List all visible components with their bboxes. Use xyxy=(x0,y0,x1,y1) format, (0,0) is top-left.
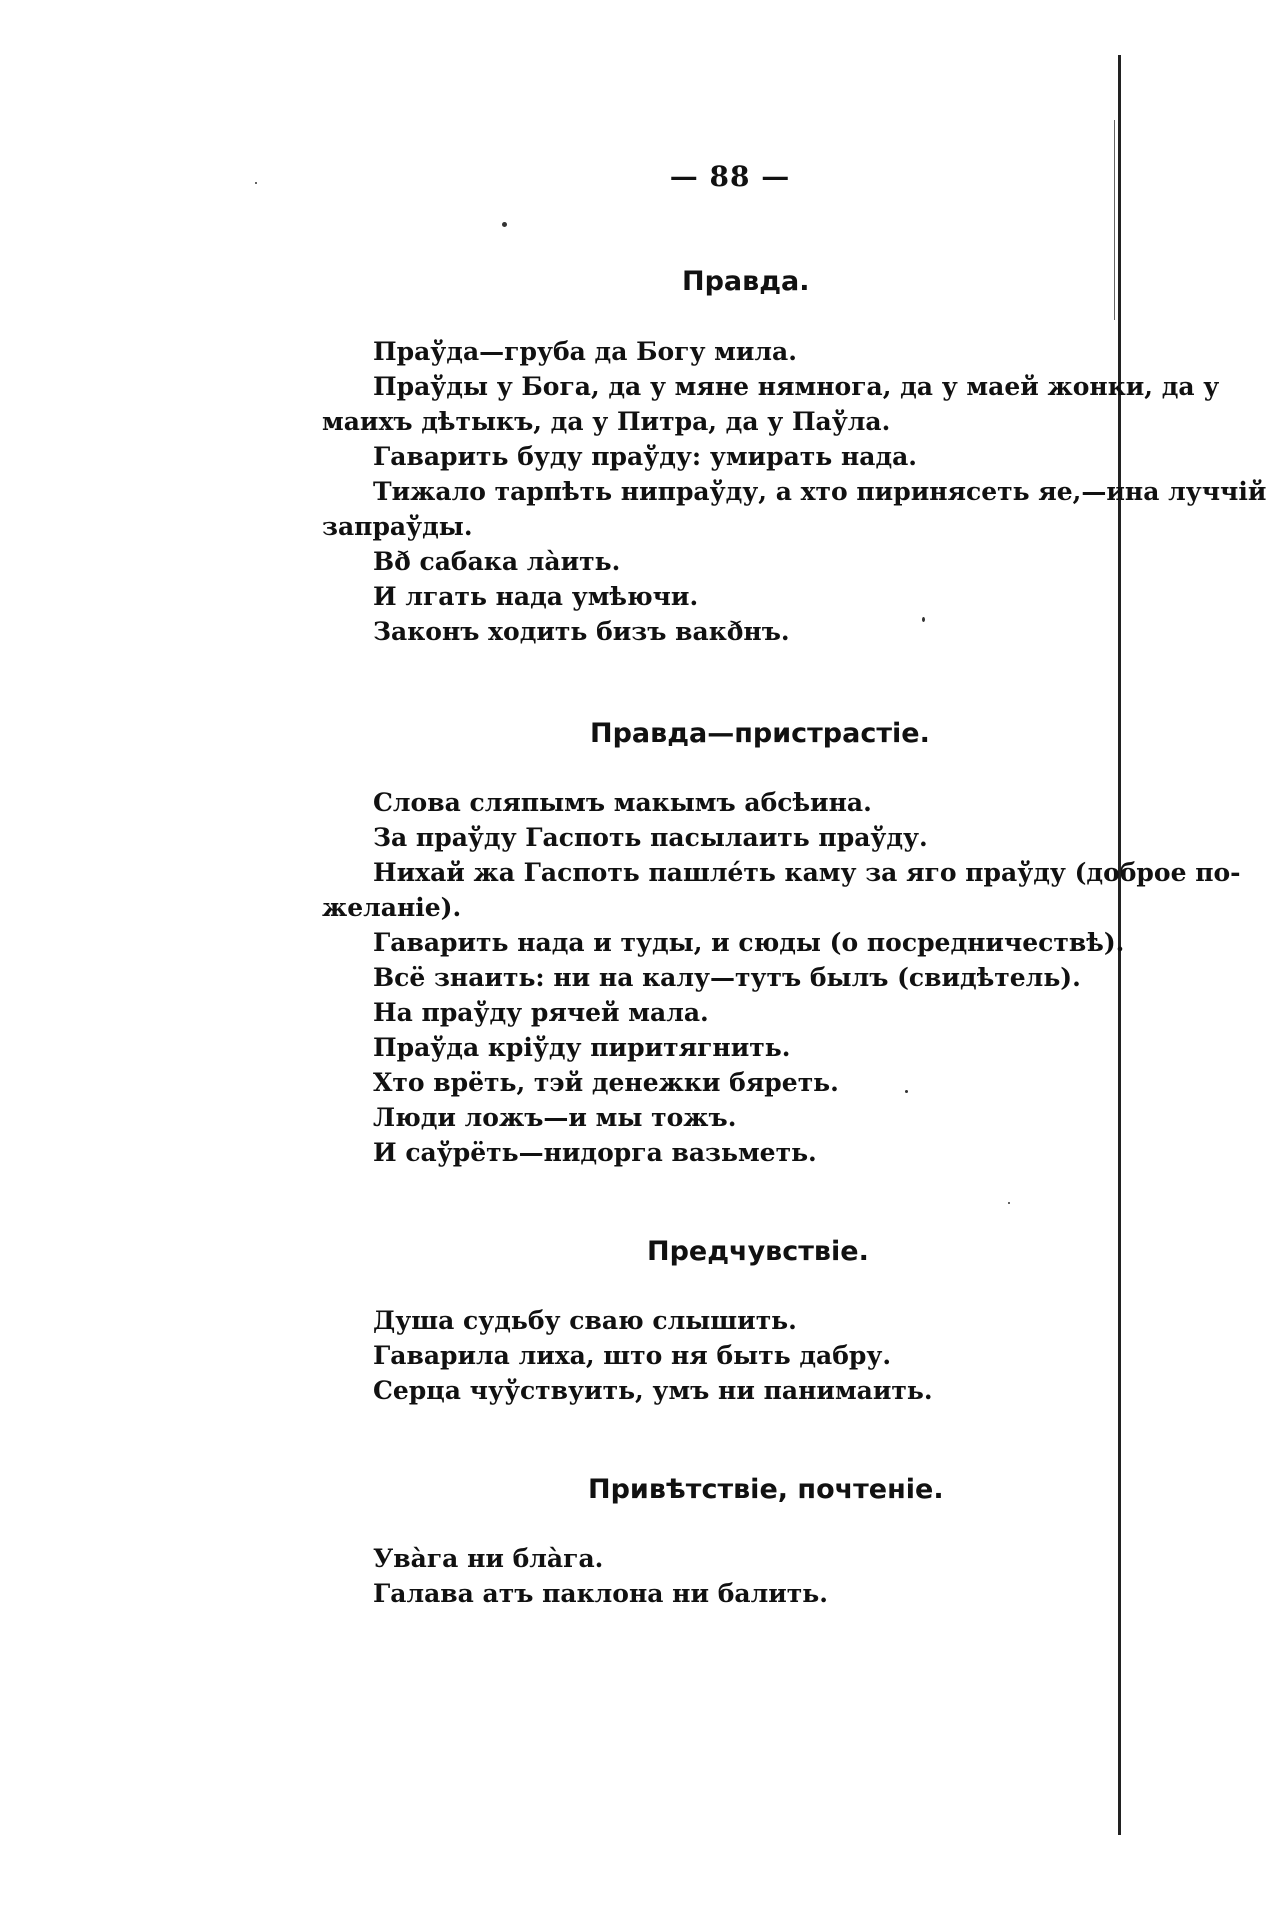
print-speck xyxy=(502,222,507,227)
text-line: Тижало тарпѣть нипраўду, а хто пиринясеть яе,—ина луччій xyxy=(373,477,1266,506)
text-line: Гаварить буду праўду: умирать нада. xyxy=(373,442,918,471)
text-line: запраўды. xyxy=(322,512,473,541)
text-line: маихъ дѣтыкъ, да у Питра, да у Паўла. xyxy=(322,407,891,436)
page-number: — 88 — xyxy=(669,160,791,193)
page-edge-shadow xyxy=(1114,120,1115,320)
text-line: Люди ложъ—и мы тожъ. xyxy=(373,1103,737,1132)
text-line: На праўду рячей мала. xyxy=(373,998,709,1027)
text-line: Вð сабака лàить. xyxy=(373,547,621,576)
text-line: И саўрёть—нидорга вазьметь. xyxy=(373,1138,817,1167)
print-speck xyxy=(905,1090,908,1093)
text-line: Слова сляпымъ макымъ абсѣина. xyxy=(373,788,872,817)
text-line: Праўда кріўду пиритягнить. xyxy=(373,1033,791,1062)
text-line: Гаварить нада и туды, и сюды (о посредничествѣ). xyxy=(373,928,1125,957)
section-title: Правда. xyxy=(682,266,810,297)
print-speck xyxy=(922,617,925,622)
text-line: Душа судьбу сваю слышить. xyxy=(373,1306,797,1335)
section-title: Привѣтствіе, почтеніе. xyxy=(588,1474,944,1505)
text-line: Увàга ни блàга. xyxy=(373,1544,604,1573)
text-line: Галава атъ паклона ни балить. xyxy=(373,1579,828,1608)
text-line: Законъ ходить бизъ вакðнъ. xyxy=(373,617,790,646)
print-speck xyxy=(255,182,257,184)
text-line: Хто врёть, тэй денежки бяреть. xyxy=(373,1068,839,1097)
text-line: Праўда—груба да Богу мила. xyxy=(373,337,797,366)
text-line: И лгать нада умѣючи. xyxy=(373,582,699,611)
text-line: Гаварила лиха, што ня быть дабру. xyxy=(373,1341,892,1370)
print-speck xyxy=(1008,1202,1010,1204)
text-line: Всё знаить: ни на калу—тутъ былъ (свидѣтель). xyxy=(373,963,1081,992)
text-line: Праўды у Бога, да у мяне нямнога, да у маей жонки, да у xyxy=(373,372,1220,401)
section-title: Предчувствіе. xyxy=(647,1236,869,1267)
text-line: желаніе). xyxy=(322,893,462,922)
text-line: Нихай жа Гаспоть пашлéть каму за яго праўду (доброе по- xyxy=(373,858,1241,887)
text-line: Серца чуўствуить, умъ ни панимаить. xyxy=(373,1376,933,1405)
section-title: Правда—пристрастіе. xyxy=(590,718,930,749)
text-line: За праўду Гаспоть пасылаить праўду. xyxy=(373,823,928,852)
